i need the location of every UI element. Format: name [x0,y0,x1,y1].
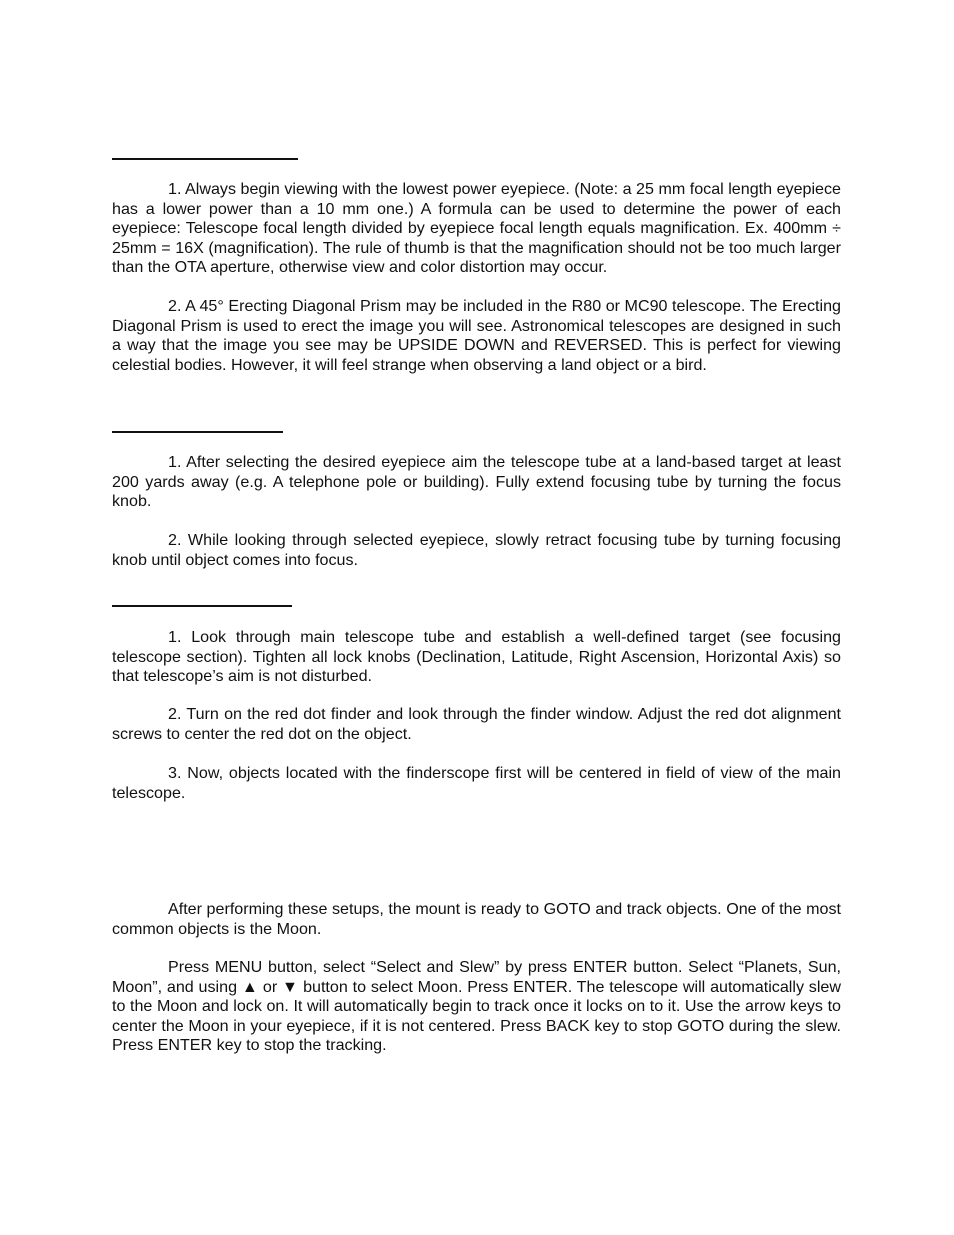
section-heading-underline [112,431,283,433]
paragraph-eyepiece-power: 1. Always begin viewing with the lowest power eyepiece. (Note: a 25 mm focal length eyepiece has a lower power than a 10 mm one.) A formula can be used to determine the power of each eyepiece: Telescope focal length divided by eyepiece focal length equals magnification. Ex. 400mm ÷ 25mm = 16X (magnification). The rule of thumb is that the magnification should not be too much larger than the OTA aperture, otherwise view and color distortion may occur. [112,180,841,277]
section-heading-underline [112,605,292,607]
paragraph-focus-retract: 2. While looking through selected eyepiece, slowly retract focusing tube by turning focusing knob until object comes into focus. [112,531,841,569]
section-heading-underline [112,158,298,160]
paragraph-align-target: 1. Look through main telescope tube and establish a well-defined target (see focusing telescope section). Tighten all lock knobs (Declination, Latitude, Right Ascension, Horizontal Axis) so that telescope’s aim is not disturbed. [112,628,841,686]
paragraph-red-dot-finder: 2. Turn on the red dot finder and look through the finder window. Adjust the red dot alignment screws to center the red dot on the object. [112,705,841,743]
paragraph-goto-intro: After performing these setups, the mount is ready to GOTO and track objects. One of the most common objects is the Moon. [112,900,841,938]
paragraph-erecting-prism: 2. A 45° Erecting Diagonal Prism may be included in the R80 or MC90 telescope. The Erecting Diagonal Prism is used to erect the image you will see. Astronomical telescopes are designed in such a way that the image you see may be UPSIDE DOWN and REVERSED. This is perfect for viewing celestial bodies. However, it will feel strange when observing a land object or a bird. [112,297,841,374]
paragraph-focus-extend: 1. After selecting the desired eyepiece aim the telescope tube at a land-based target at least 200 yards away (e.g. A telephone pole or building). Fully extend focusing tube by turning the focus knob. [112,453,841,511]
paragraph-finderscope-centered: 3. Now, objects located with the finderscope first will be centered in field of view of the main telescope. [112,764,841,802]
paragraph-select-and-slew: Press MENU button, select “Select and Slew” by press ENTER button. Select “Planets, Sun, Moon”, and using ▲ or ▼ button to select Moon. Press ENTER. The telescope will automatically slew to the Moon and lock on. It will automatically begin to track once it locks on to it. Use the arrow keys to center the Moon in your eyepiece, if it is not centered. Press BACK key to stop GOTO during the slew. Press ENTER key to stop the tracking. [112,958,841,1055]
